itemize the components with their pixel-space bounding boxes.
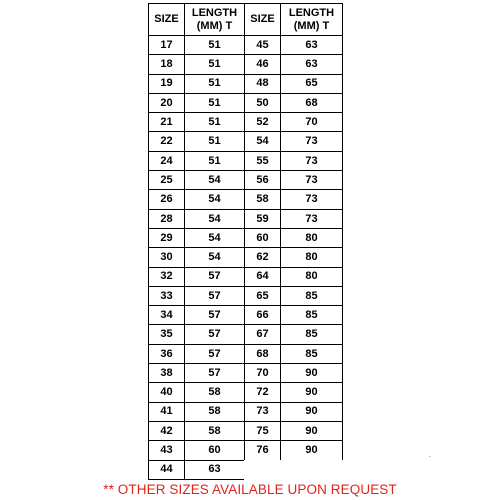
size-cell: 18 <box>148 54 185 74</box>
length-cell: 54 <box>184 247 245 267</box>
length-cell: 63 <box>280 54 343 74</box>
size-cell: 22 <box>148 131 185 151</box>
size-cell: 29 <box>148 228 185 248</box>
length-cell: 51 <box>184 35 245 55</box>
length-cell: 51 <box>184 112 245 132</box>
length-cell: 60 <box>184 440 245 460</box>
length-cell: 80 <box>280 247 343 267</box>
length-cell: 85 <box>280 305 343 325</box>
size-cell: 67 <box>244 324 281 344</box>
size-cell: 75 <box>244 421 281 441</box>
header-size-right: SIZE <box>244 3 281 36</box>
size-cell: 60 <box>244 228 281 248</box>
length-cell: 57 <box>184 305 245 325</box>
length-cell: 51 <box>184 74 245 94</box>
length-cell: 51 <box>184 54 245 74</box>
size-cell: 38 <box>148 363 185 383</box>
size-cell: 26 <box>148 189 185 209</box>
empty-cell <box>280 460 343 480</box>
length-cell: 51 <box>184 93 245 113</box>
size-cell: 40 <box>148 382 185 402</box>
length-cell: 65 <box>280 74 343 94</box>
size-cell: 21 <box>148 112 185 132</box>
size-cell: 36 <box>148 344 185 364</box>
size-length-table <box>148 3 342 479</box>
length-cell: 85 <box>280 324 343 344</box>
length-cell: 58 <box>184 421 245 441</box>
length-cell: 54 <box>184 189 245 209</box>
header-size-left: SIZE <box>148 3 185 36</box>
length-cell: 54 <box>184 170 245 190</box>
size-cell: 44 <box>148 460 185 480</box>
length-cell: 90 <box>280 402 343 422</box>
size-cell: 54 <box>244 131 281 151</box>
length-cell: 73 <box>280 131 343 151</box>
size-cell: 28 <box>148 209 185 229</box>
length-cell: 70 <box>280 112 343 132</box>
length-cell: 90 <box>280 421 343 441</box>
header-length-left: LENGTH (MM) T <box>184 3 245 36</box>
size-cell: 46 <box>244 54 281 74</box>
header-length-right: LENGTH (MM) T <box>280 3 343 36</box>
length-cell: 51 <box>184 131 245 151</box>
length-cell: 63 <box>280 35 343 55</box>
empty-cell <box>244 460 281 480</box>
size-cell: 62 <box>244 247 281 267</box>
length-cell: 80 <box>280 228 343 248</box>
size-cell: 45 <box>244 35 281 55</box>
length-cell: 57 <box>184 324 245 344</box>
size-cell: 56 <box>244 170 281 190</box>
size-cell: 76 <box>244 440 281 460</box>
size-cell: 59 <box>244 209 281 229</box>
size-cell: 48 <box>244 74 281 94</box>
stray-mark <box>429 456 431 457</box>
length-cell: 80 <box>280 267 343 287</box>
length-cell: 57 <box>184 267 245 287</box>
length-cell: 73 <box>280 170 343 190</box>
size-cell: 50 <box>244 93 281 113</box>
size-cell: 41 <box>148 402 185 422</box>
size-cell: 30 <box>148 247 185 267</box>
size-cell: 32 <box>148 267 185 287</box>
size-cell: 43 <box>148 440 185 460</box>
length-cell: 85 <box>280 286 343 306</box>
length-cell: 58 <box>184 402 245 422</box>
length-cell: 54 <box>184 209 245 229</box>
size-cell: 34 <box>148 305 185 325</box>
availability-note: ** OTHER SIZES AVAILABLE UPON REQUEST <box>103 482 397 497</box>
length-cell: 51 <box>184 151 245 171</box>
size-cell: 20 <box>148 93 185 113</box>
size-cell: 72 <box>244 382 281 402</box>
length-cell: 73 <box>280 209 343 229</box>
size-cell: 35 <box>148 324 185 344</box>
size-cell: 70 <box>244 363 281 383</box>
length-cell: 73 <box>280 189 343 209</box>
size-cell: 33 <box>148 286 185 306</box>
length-cell: 57 <box>184 363 245 383</box>
size-cell: 73 <box>244 402 281 422</box>
length-cell: 63 <box>184 460 245 480</box>
size-cell: 68 <box>244 344 281 364</box>
size-cell: 19 <box>148 74 185 94</box>
length-cell: 68 <box>280 93 343 113</box>
size-cell: 65 <box>244 286 281 306</box>
size-cell: 64 <box>244 267 281 287</box>
size-cell: 42 <box>148 421 185 441</box>
size-cell: 25 <box>148 170 185 190</box>
size-cell: 55 <box>244 151 281 171</box>
length-cell: 57 <box>184 344 245 364</box>
size-cell: 24 <box>148 151 185 171</box>
length-cell: 85 <box>280 344 343 364</box>
length-cell: 57 <box>184 286 245 306</box>
length-cell: 90 <box>280 382 343 402</box>
length-cell: 90 <box>280 440 343 460</box>
size-cell: 52 <box>244 112 281 132</box>
length-cell: 90 <box>280 363 343 383</box>
size-cell: 66 <box>244 305 281 325</box>
length-cell: 58 <box>184 382 245 402</box>
length-cell: 54 <box>184 228 245 248</box>
length-cell: 73 <box>280 151 343 171</box>
size-cell: 58 <box>244 189 281 209</box>
size-cell: 17 <box>148 35 185 55</box>
